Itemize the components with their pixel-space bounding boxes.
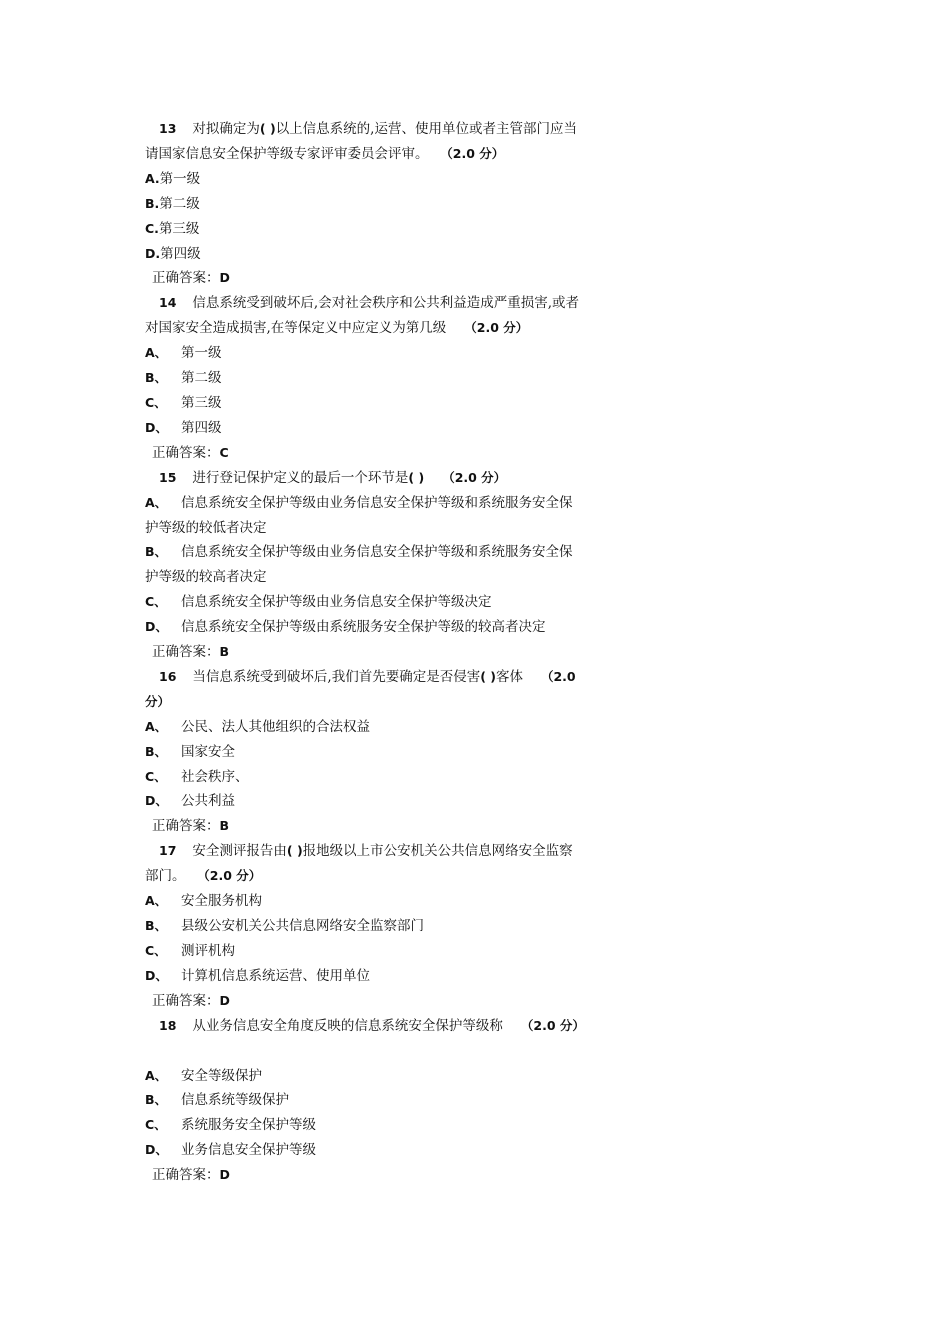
question-text: 安全测评报告由 [192,843,287,860]
option-text: 信息系统安全保护等级由业务信息安全保护等级和系统服务安全保护等级的较高者决定 [145,544,573,586]
option-text: 公共利益 [181,793,235,810]
option-letter: A、 [145,345,168,361]
option-letter: C、 [145,1117,167,1133]
option-text: 第二级 [159,195,200,212]
option-b [145,740,585,765]
answer-value: C [219,444,229,460]
question-number: 15 [159,469,177,485]
option-a [145,889,585,914]
question-17-stem [145,839,585,889]
option-text: 公民、法人其他组织的合法权益 [181,718,370,735]
correct-answer [145,441,585,466]
option-d [145,964,585,989]
question-number: 13 [159,121,177,136]
option-letter: C、 [145,594,167,610]
option-letter: D、 [145,619,168,635]
answer-label: 正确答案： [152,992,220,1009]
question-16-stem [145,665,585,715]
option-b [145,1088,585,1113]
option-letter: B、 [145,370,168,386]
question-14-stem [145,291,585,341]
option-text: 信息系统安全保护等级由系统服务安全保护等级的较高者决定 [181,619,546,636]
correct-answer [145,1163,585,1188]
question-score: （2.0 分） [446,145,505,161]
answer-value: B [219,644,230,660]
option-letter: B. [145,195,160,211]
option-b [145,366,585,391]
question-number: 17 [159,843,177,859]
answer-label: 正确答案： [152,270,220,287]
answer-label: 正确答案： [152,1167,220,1184]
answer-value: B [219,818,230,834]
option-text: 第四级 [160,245,201,262]
option-letter: B、 [145,918,168,933]
option-letter: B、 [145,544,168,560]
option-d [145,416,585,441]
option-letter: B、 [145,743,168,759]
option-letter: A. [145,170,160,186]
option-b [145,914,585,939]
option-text: 安全服务机构 [181,893,262,910]
option-a [145,167,585,192]
answer-value: D [219,992,230,1008]
question-blank: ( ) [286,843,303,859]
option-text: 第三级 [181,394,222,411]
option-text: 社会秩序、 [181,768,249,785]
option-letter: B、 [145,1092,168,1108]
option-a [145,1064,585,1089]
question-18-stem [145,1014,585,1039]
question-list [145,117,585,1188]
option-a [145,491,585,541]
option-b [145,192,585,217]
question-blank: ( ) [259,121,276,136]
question-blank: ( ) [408,469,425,485]
option-c [145,765,585,790]
option-letter: C、 [145,768,167,784]
option-letter: D. [145,245,161,261]
question-15-stem [145,466,585,491]
option-d [145,1138,585,1163]
option-letter: C、 [145,394,167,410]
question-score: （2.0 分） [203,868,262,884]
option-text: 第一级 [181,345,222,362]
option-text: 系统服务安全保护等级 [181,1117,316,1134]
option-letter: D、 [145,967,168,983]
question-text: 以上信息系统的,运营、使用单位或者主管部门应当请国家信息安全保护等级专家评审委员会评审。 [145,121,577,162]
question-text: 当信息系统受到破坏后,我们首先要确定是否侵害 [192,668,481,685]
option-a [145,715,585,740]
option-letter: D、 [145,793,168,809]
question-text: 客体 [495,668,523,685]
option-d [145,242,585,267]
option-c [145,590,585,615]
question-score: （2.0 分） [442,469,507,485]
question-text: 进行登记保护定义的最后一个环节是 [192,469,409,486]
option-letter: C、 [145,942,167,958]
option-d [145,789,585,814]
question-number: 16 [159,668,177,684]
option-letter: A、 [145,893,168,909]
blank-line [145,1039,585,1064]
answer-label: 正确答案： [152,644,220,661]
option-text: 第二级 [181,370,222,387]
option-text: 国家安全 [181,743,235,760]
option-b [145,540,585,590]
correct-answer [145,640,585,665]
option-text: 信息系统安全保护等级由业务信息安全保护等级决定 [181,594,492,611]
option-c [145,217,585,242]
option-text: 第三级 [158,220,200,237]
correct-answer [145,989,585,1014]
question-score: （2.0 分） [464,320,529,336]
question-number: 14 [159,295,177,311]
question-number: 18 [159,1017,177,1033]
question-text: 报地级以上市公安机关公共信息网络安全监察部门。 [145,843,573,885]
question-blank: ( ) [480,668,496,684]
option-c [145,939,585,964]
option-letter: A、 [145,494,168,510]
answer-label: 正确答案： [152,444,220,461]
question-score: （2.0 分） [520,1017,585,1033]
answer-value: D [219,1167,230,1183]
option-text: 安全等级保护 [181,1067,262,1084]
option-text: 业务信息安全保护等级 [181,1142,316,1159]
option-c [145,1113,585,1138]
option-text: 计算机信息系统运营、使用单位 [181,967,370,984]
option-c [145,391,585,416]
option-text: 第一级 [159,170,201,187]
question-score: （2.0 分） [145,668,576,709]
question-text: 从业务信息安全角度反映的信息系统安全保护等级称 [192,1017,503,1034]
option-d [145,615,585,640]
answer-value: D [219,270,230,286]
option-text: 第四级 [181,419,222,436]
option-letter: C. [145,220,159,236]
option-a [145,341,585,366]
question-13-stem [145,117,585,167]
option-letter: D、 [145,419,168,435]
option-text: 测评机构 [181,942,235,959]
question-text: 信息系统受到破坏后,会对社会秩序和公共利益造成严重损害,或者对国家安全造成损害,在等保定义中应定义为第几级 [145,295,579,337]
question-text: 对拟确定为 [192,121,260,137]
correct-answer [145,266,585,291]
option-text: 信息系统等级保护 [181,1092,289,1109]
option-letter: D、 [145,1142,168,1158]
option-text: 信息系统安全保护等级由业务信息安全保护等级和系统服务安全保护等级的较低者决定 [145,494,573,536]
option-letter: A、 [145,718,168,734]
answer-label: 正确答案： [152,818,220,835]
option-text: 县级公安机关公共信息网络安全监察部门 [181,918,424,934]
option-letter: A、 [145,1067,168,1083]
correct-answer [145,814,585,839]
